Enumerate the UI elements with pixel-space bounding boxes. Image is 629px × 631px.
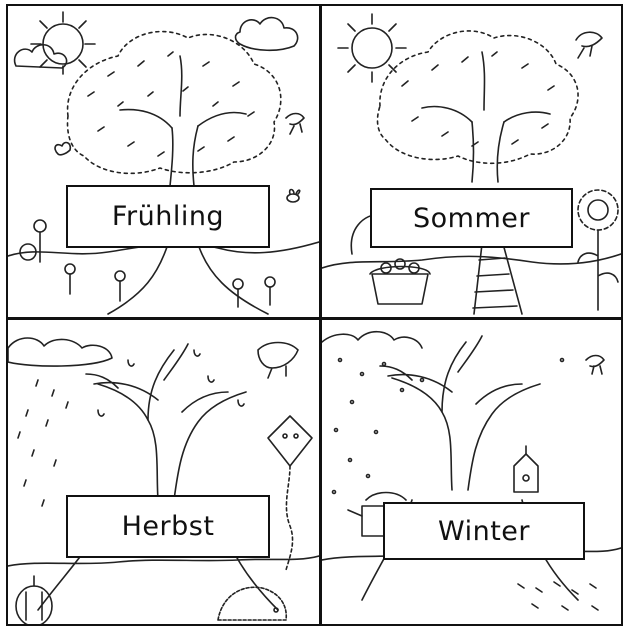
season-label-summer: Sommer bbox=[370, 188, 573, 248]
season-label-spring: Frühling bbox=[66, 185, 270, 248]
grid-frame bbox=[6, 4, 623, 626]
grid-divider-vertical bbox=[319, 4, 322, 626]
season-label-winter: Winter bbox=[383, 502, 585, 560]
season-label-autumn: Herbst bbox=[66, 495, 270, 558]
grid-divider-horizontal bbox=[6, 317, 623, 320]
